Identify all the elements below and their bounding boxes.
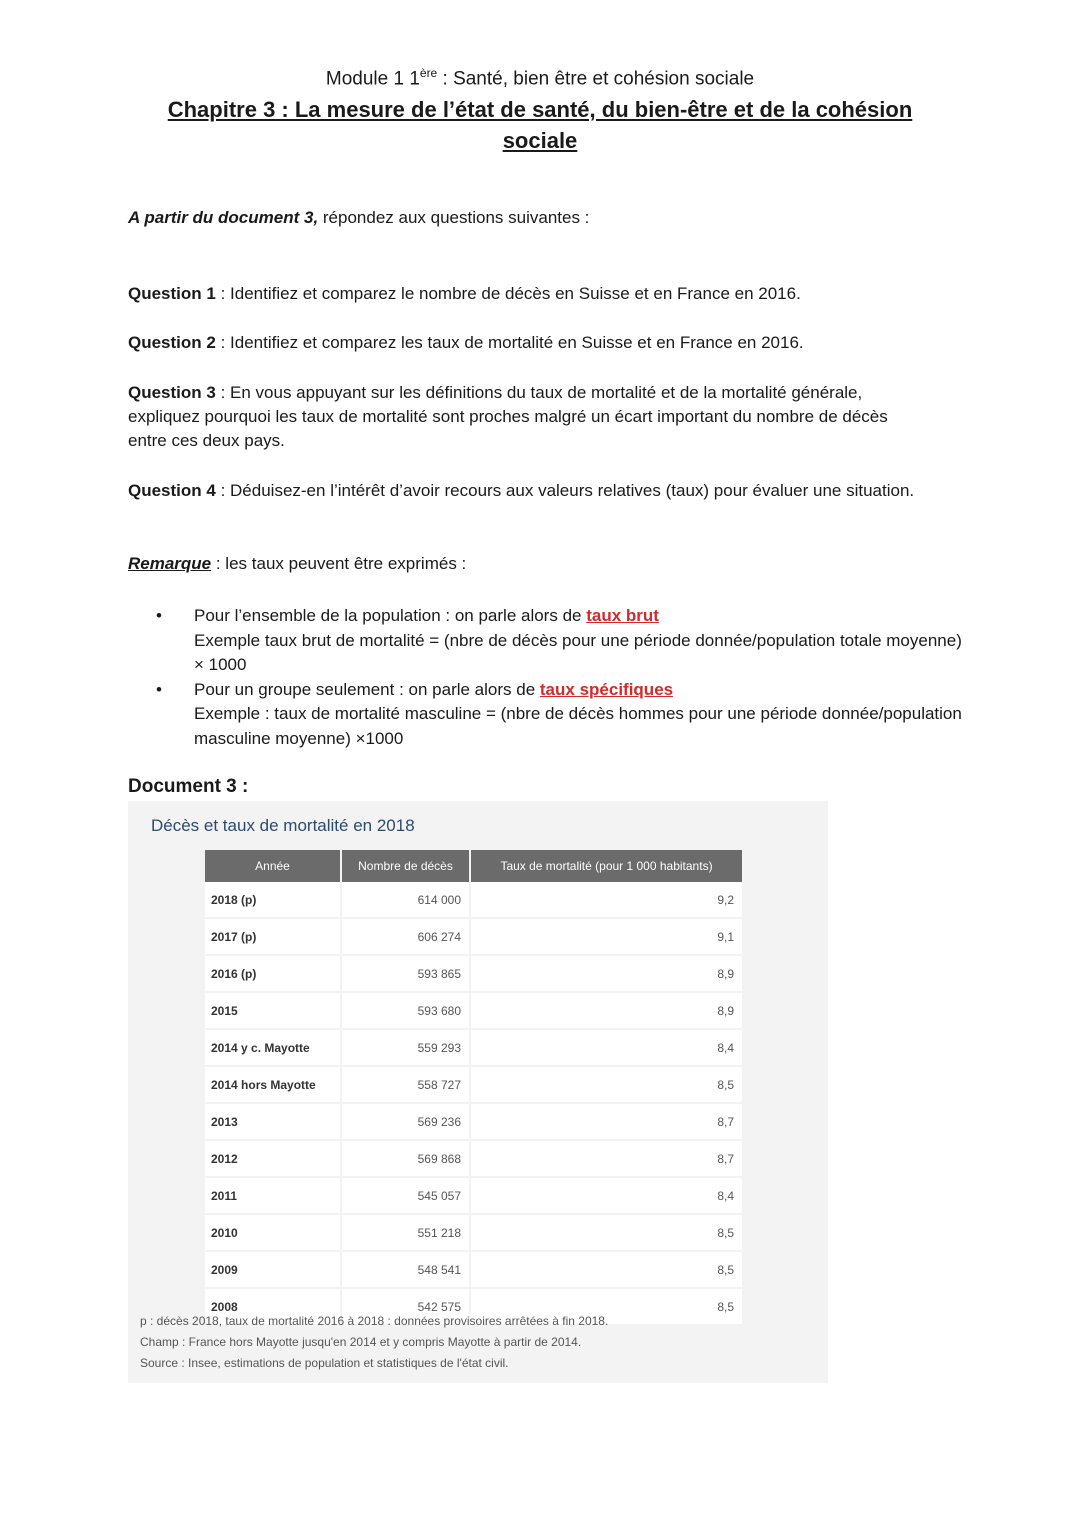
table-row: 2010 551 218 8,5 [205, 1214, 743, 1251]
intro-instruction: A partir du document 3, répondez aux questions suivantes : [128, 208, 590, 227]
table-row: 2016 (p) 593 865 8,9 [205, 955, 743, 992]
list-item: • Pour l’ensemble de la population : on parle alors de taux brut Exemple taux brut de mortalité = (nbre de décès pour une période donnée/population totale moyenne) × 1000 [156, 606, 962, 674]
table-row: 2011 545 057 8,4 [205, 1177, 743, 1214]
table-row: 2014 y c. Mayotte 559 293 8,4 [205, 1029, 743, 1066]
note-source: Source : Insee, estimations de population et statistiques de l'état civil. [140, 1356, 509, 1370]
note-scope: Champ : France hors Mayotte jusqu'en 2014 et y compris Mayotte à partir de 2014. [140, 1335, 582, 1349]
module-heading: Module 1 1ère : Santé, bien être et cohésion sociale [325, 66, 755, 90]
note-provisional: p : décès 2018, taux de mortalité 2016 à 2018 : données provisoires arrêtées à fin 2018. [140, 1314, 609, 1328]
table-title: Décès et taux de mortalité en 2018 [151, 816, 415, 835]
bullet-icon: • [156, 606, 162, 625]
question-4: Question 4 : Déduisez-en l’intérêt d’avoir recours aux valeurs relatives (taux) pour évaluer une situation. [128, 481, 915, 500]
rate-definitions-list [150, 604, 970, 751]
table-row: 2012 569 868 8,7 [205, 1140, 743, 1177]
question-1: Question 1 : Identifiez et comparez le nombre de décès en Suisse et en France en 2016. [128, 284, 801, 303]
mortality-table [205, 850, 744, 1326]
table-row: 2018 (p) 614 000 9,2 [205, 882, 743, 918]
document-label: Document 3 : [128, 776, 249, 797]
column-header-rate: Taux de mortalité (pour 1 000 habitants) [470, 850, 743, 882]
column-header-year: Année [205, 850, 341, 882]
bullet-icon: • [156, 679, 162, 699]
table-row: 2014 hors Mayotte 558 727 8,5 [205, 1066, 743, 1103]
list-item: • Pour un groupe seulement : on parle alors de taux spécifiques Exemple : taux de mortalité masculine = (nbre de décès hommes pour une période donnée/population masculine moyenne) ×1000 [156, 679, 962, 748]
table-row: 2009 548 541 8,5 [205, 1251, 743, 1288]
table-row: 2008 542 575 8,5 [205, 1288, 743, 1325]
chapter-title: Chapitre 3 : La mesure de l’état de santé, du bien-être et de la cohésion sociale [167, 97, 913, 153]
question-3: Question 3 : En vous appuyant sur les définitions du taux de mortalité et de la mortalité générale, expliquez pourquoi les taux de mortalité sont proches malgré un écart important du nombre de décès entre ces deux pays. [128, 383, 888, 450]
remark: Remarque : les taux peuvent être exprimés : [128, 554, 467, 573]
table-notes [140, 1311, 608, 1374]
table-row: 2017 (p) 606 274 9,1 [205, 918, 743, 955]
table-row: 2013 569 236 8,7 [205, 1103, 743, 1140]
column-header-deaths: Nombre de décès [341, 850, 470, 882]
question-2: Question 2 : Identifiez et comparez les taux de mortalité en Suisse et en France en 2016. [128, 333, 804, 352]
table-row: 2015 593 680 8,9 [205, 992, 743, 1029]
table-header-row [205, 850, 743, 882]
